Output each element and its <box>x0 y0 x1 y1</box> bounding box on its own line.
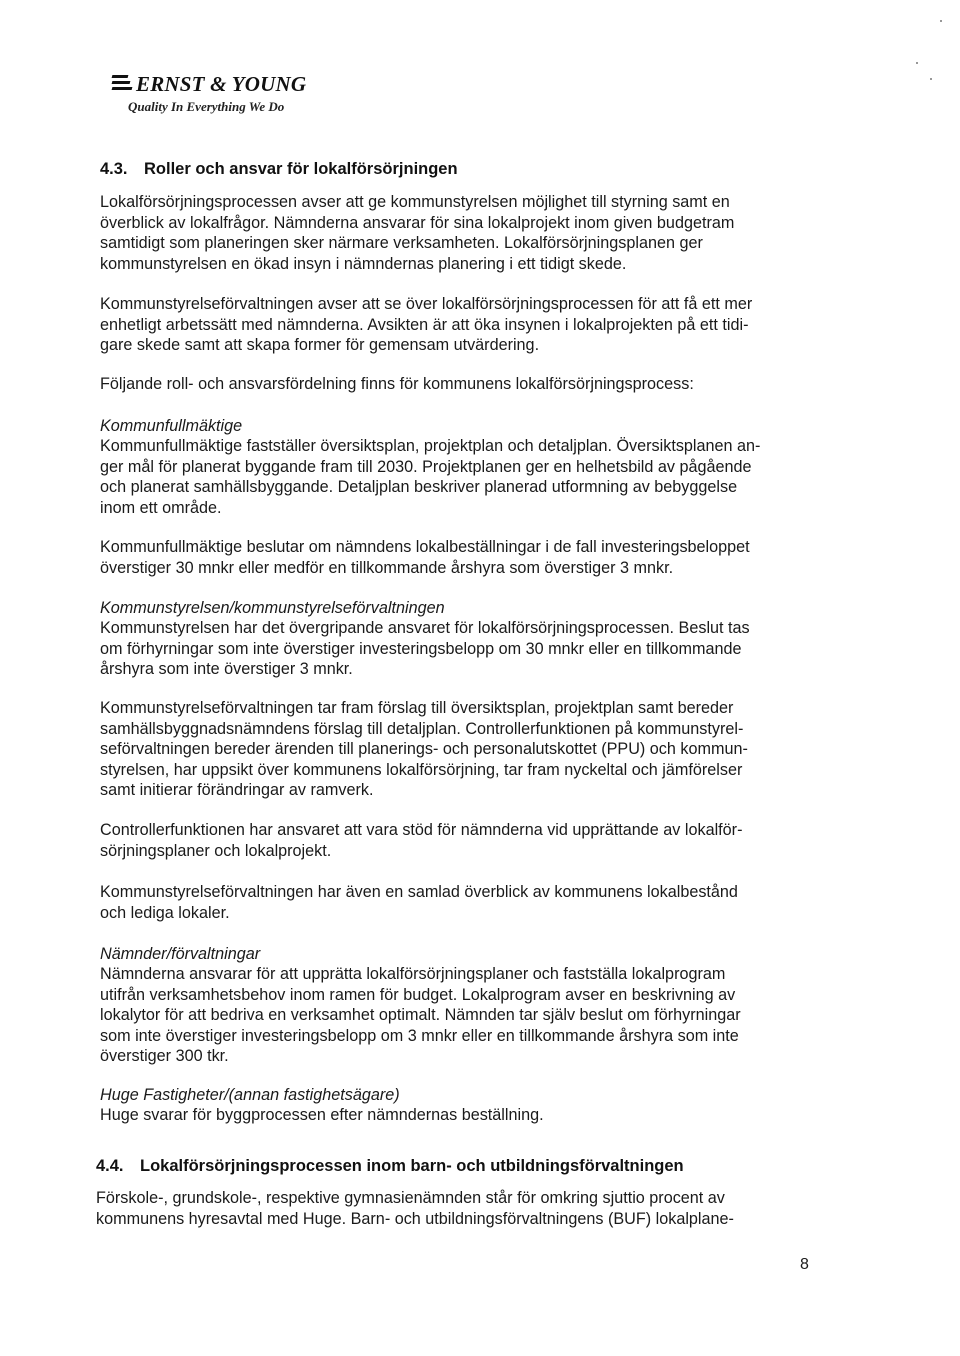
section-number: 4.4. <box>96 1157 124 1175</box>
ey-logo-icon <box>112 73 132 91</box>
text-line: samhällsbyggnadsnämndens förslag till detaljplan. Controllerfunktionen på kommunstyrel- <box>100 719 744 738</box>
subheading-kommunfullmaktige <box>100 416 820 437</box>
text-line: kommunens hyresavtal med Huge. Barn- och utbildningsförvaltningens (BUF) lokalplane- <box>96 1209 734 1228</box>
text-line: Lokalförsörjningsprocessen avser att ge kommunstyrelsen möjlighet till styrning samt en <box>100 193 730 211</box>
text-line: överstiger 300 tkr. <box>100 1047 229 1066</box>
paragraph-ks-4 <box>100 882 820 923</box>
scan-speck <box>940 20 942 22</box>
section-title: Lokalförsörjningsprocessen inom barn- och utbildningsförvaltningen <box>140 1157 684 1175</box>
paragraph-roles-intro <box>100 374 820 395</box>
paragraph-buf-intro <box>96 1188 816 1229</box>
text-line: styrelsen, har uppsikt över kommunens lokalförsörjning, tar fram nyckeltal och jämförelser <box>100 760 743 779</box>
section-heading-4-4 <box>96 1157 684 1176</box>
paragraph-nf-1 <box>100 964 820 1067</box>
text-line: Kommunstyrelseförvaltningen har även en samlad överblick av kommunens lokalbestånd <box>100 883 738 901</box>
paragraph-ksf-intent <box>100 294 820 356</box>
text-line: gare skede samt att skapa former för gemensam utvärdering. <box>100 336 540 355</box>
section-title: Roller och ansvar för lokalförsörjningen <box>144 160 458 178</box>
text-line: utifrån verksamhetsbehov inom ramen för budget. Lokalprogram avser en beskrivning av <box>100 985 736 1004</box>
paragraph-ks-1 <box>100 618 820 680</box>
text-line: Kommunstyrelseförvaltningen avser att se över lokalförsörjningsprocessen för att få ett mer <box>100 295 753 313</box>
text-line: Huge svarar för byggprocessen efter nämndernas beställning. <box>100 1106 544 1124</box>
section-number: 4.3. <box>100 160 128 178</box>
subheading-text: Nämnder/förvaltningar <box>100 945 261 963</box>
text-line: Kommunstyrelseförvaltningen tar fram förslag till översiktsplan, projektplan samt bereder <box>100 699 734 717</box>
section-heading-4-3 <box>100 160 458 179</box>
paragraph-ks-3 <box>100 820 820 861</box>
text-line: Nämnderna ansvarar för att upprätta lokalförsörjningsplaner och fastställa lokalprogram <box>100 965 726 983</box>
text-line: och lediga lokaler. <box>100 903 230 922</box>
text-line: som inte överstiger investeringsbelopp om 3 mnkr eller en tillkommande årshyra som inte <box>100 1026 739 1045</box>
text-line: inom ett område. <box>100 498 222 517</box>
text-line: seförvaltningen bereder ärenden till planerings- och personalutskottet (PPU) och kommun- <box>100 740 748 759</box>
text-line: samt initierar förändringar av ramverk. <box>100 781 374 800</box>
subheading-namnder <box>100 944 820 965</box>
subheading-kommunstyrelsen <box>100 598 820 619</box>
subheading-text: Kommunstyrelsen/kommunstyrelseförvaltningen <box>100 599 445 617</box>
text-line: Kommunfullmäktige fastställer översiktsplan, projektplan och detaljplan. Översiktsplanen an- <box>100 437 761 455</box>
paragraph-kf-1 <box>100 436 820 518</box>
text-line: om förhyrningar som inte överstiger investeringsbelopp om 30 mnkr eller en tillkommande <box>100 639 742 658</box>
text-line: överstiger 30 mnkr eller medför en tillkommande årshyra som överstiger 3 mnkr. <box>100 558 674 577</box>
scan-speck <box>930 78 932 80</box>
text-line: kommunstyrelsen en ökad insyn i nämndernas planering i ett tidigt skede. <box>100 254 627 273</box>
text-line: överblick av lokalfrågor. Nämnderna ansvarar för sina lokalprojekt inom given budgetram <box>100 213 735 232</box>
subheading-text: Huge Fastigheter/(annan fastighetsägare) <box>100 1086 400 1104</box>
text-line: enhetligt arbetssätt med nämnderna. Avsikten är att öka insynen i lokalprojekten på ett tidi- <box>100 315 749 334</box>
text-line: ger mål för planerat byggande fram till 2030. Projektplanen ger en helhetsbild av pågående <box>100 457 752 476</box>
paragraph-huge-1 <box>100 1105 820 1126</box>
subheading-text: Kommunfullmäktige <box>100 417 243 435</box>
page-number: 8 <box>800 1256 809 1273</box>
scan-speck <box>916 62 918 64</box>
text-line: Följande roll- och ansvarsfördelning finns för kommunens lokalförsörjningsprocess: <box>100 375 694 393</box>
text-line: Förskole-, grundskole-, respektive gymnasienämnden står för omkring sjuttio procent av <box>96 1189 725 1207</box>
text-line: samtidigt som planeringen sker närmare verksamheten. Lokalförsörjningsplanen ger <box>100 234 703 253</box>
text-line: sörjningsplaner och lokalprojekt. <box>100 841 332 860</box>
paragraph-intro <box>100 192 820 274</box>
text-line: Kommunfullmäktige beslutar om nämndens lokalbeställningar i de fall investeringsbeloppet <box>100 538 750 556</box>
paragraph-kf-2 <box>100 537 820 578</box>
subheading-huge <box>100 1085 820 1106</box>
text-line: och planerat samhällsbyggande. Detaljplan beskriver planerad utformning av bebyggelse <box>100 478 738 497</box>
text-line: årshyra som inte överstiger 3 mnkr. <box>100 660 353 679</box>
text-line: lokalytor för att bedriva en verksamhet optimalt. Nämnden tar själv beslut om förhyrningar <box>100 1006 741 1025</box>
text-line: Kommunstyrelsen har det övergripande ansvaret för lokalförsörjningsprocessen. Beslut tas <box>100 619 750 637</box>
text-line: Controllerfunktionen har ansvaret att vara stöd för nämnderna vid upprättande av lokalför- <box>100 821 743 839</box>
logo-tagline: Quality In Everything We Do <box>128 99 285 114</box>
company-logo <box>112 72 306 115</box>
logo-name: ERNST & YOUNG <box>136 72 307 96</box>
paragraph-ks-2 <box>100 698 820 801</box>
